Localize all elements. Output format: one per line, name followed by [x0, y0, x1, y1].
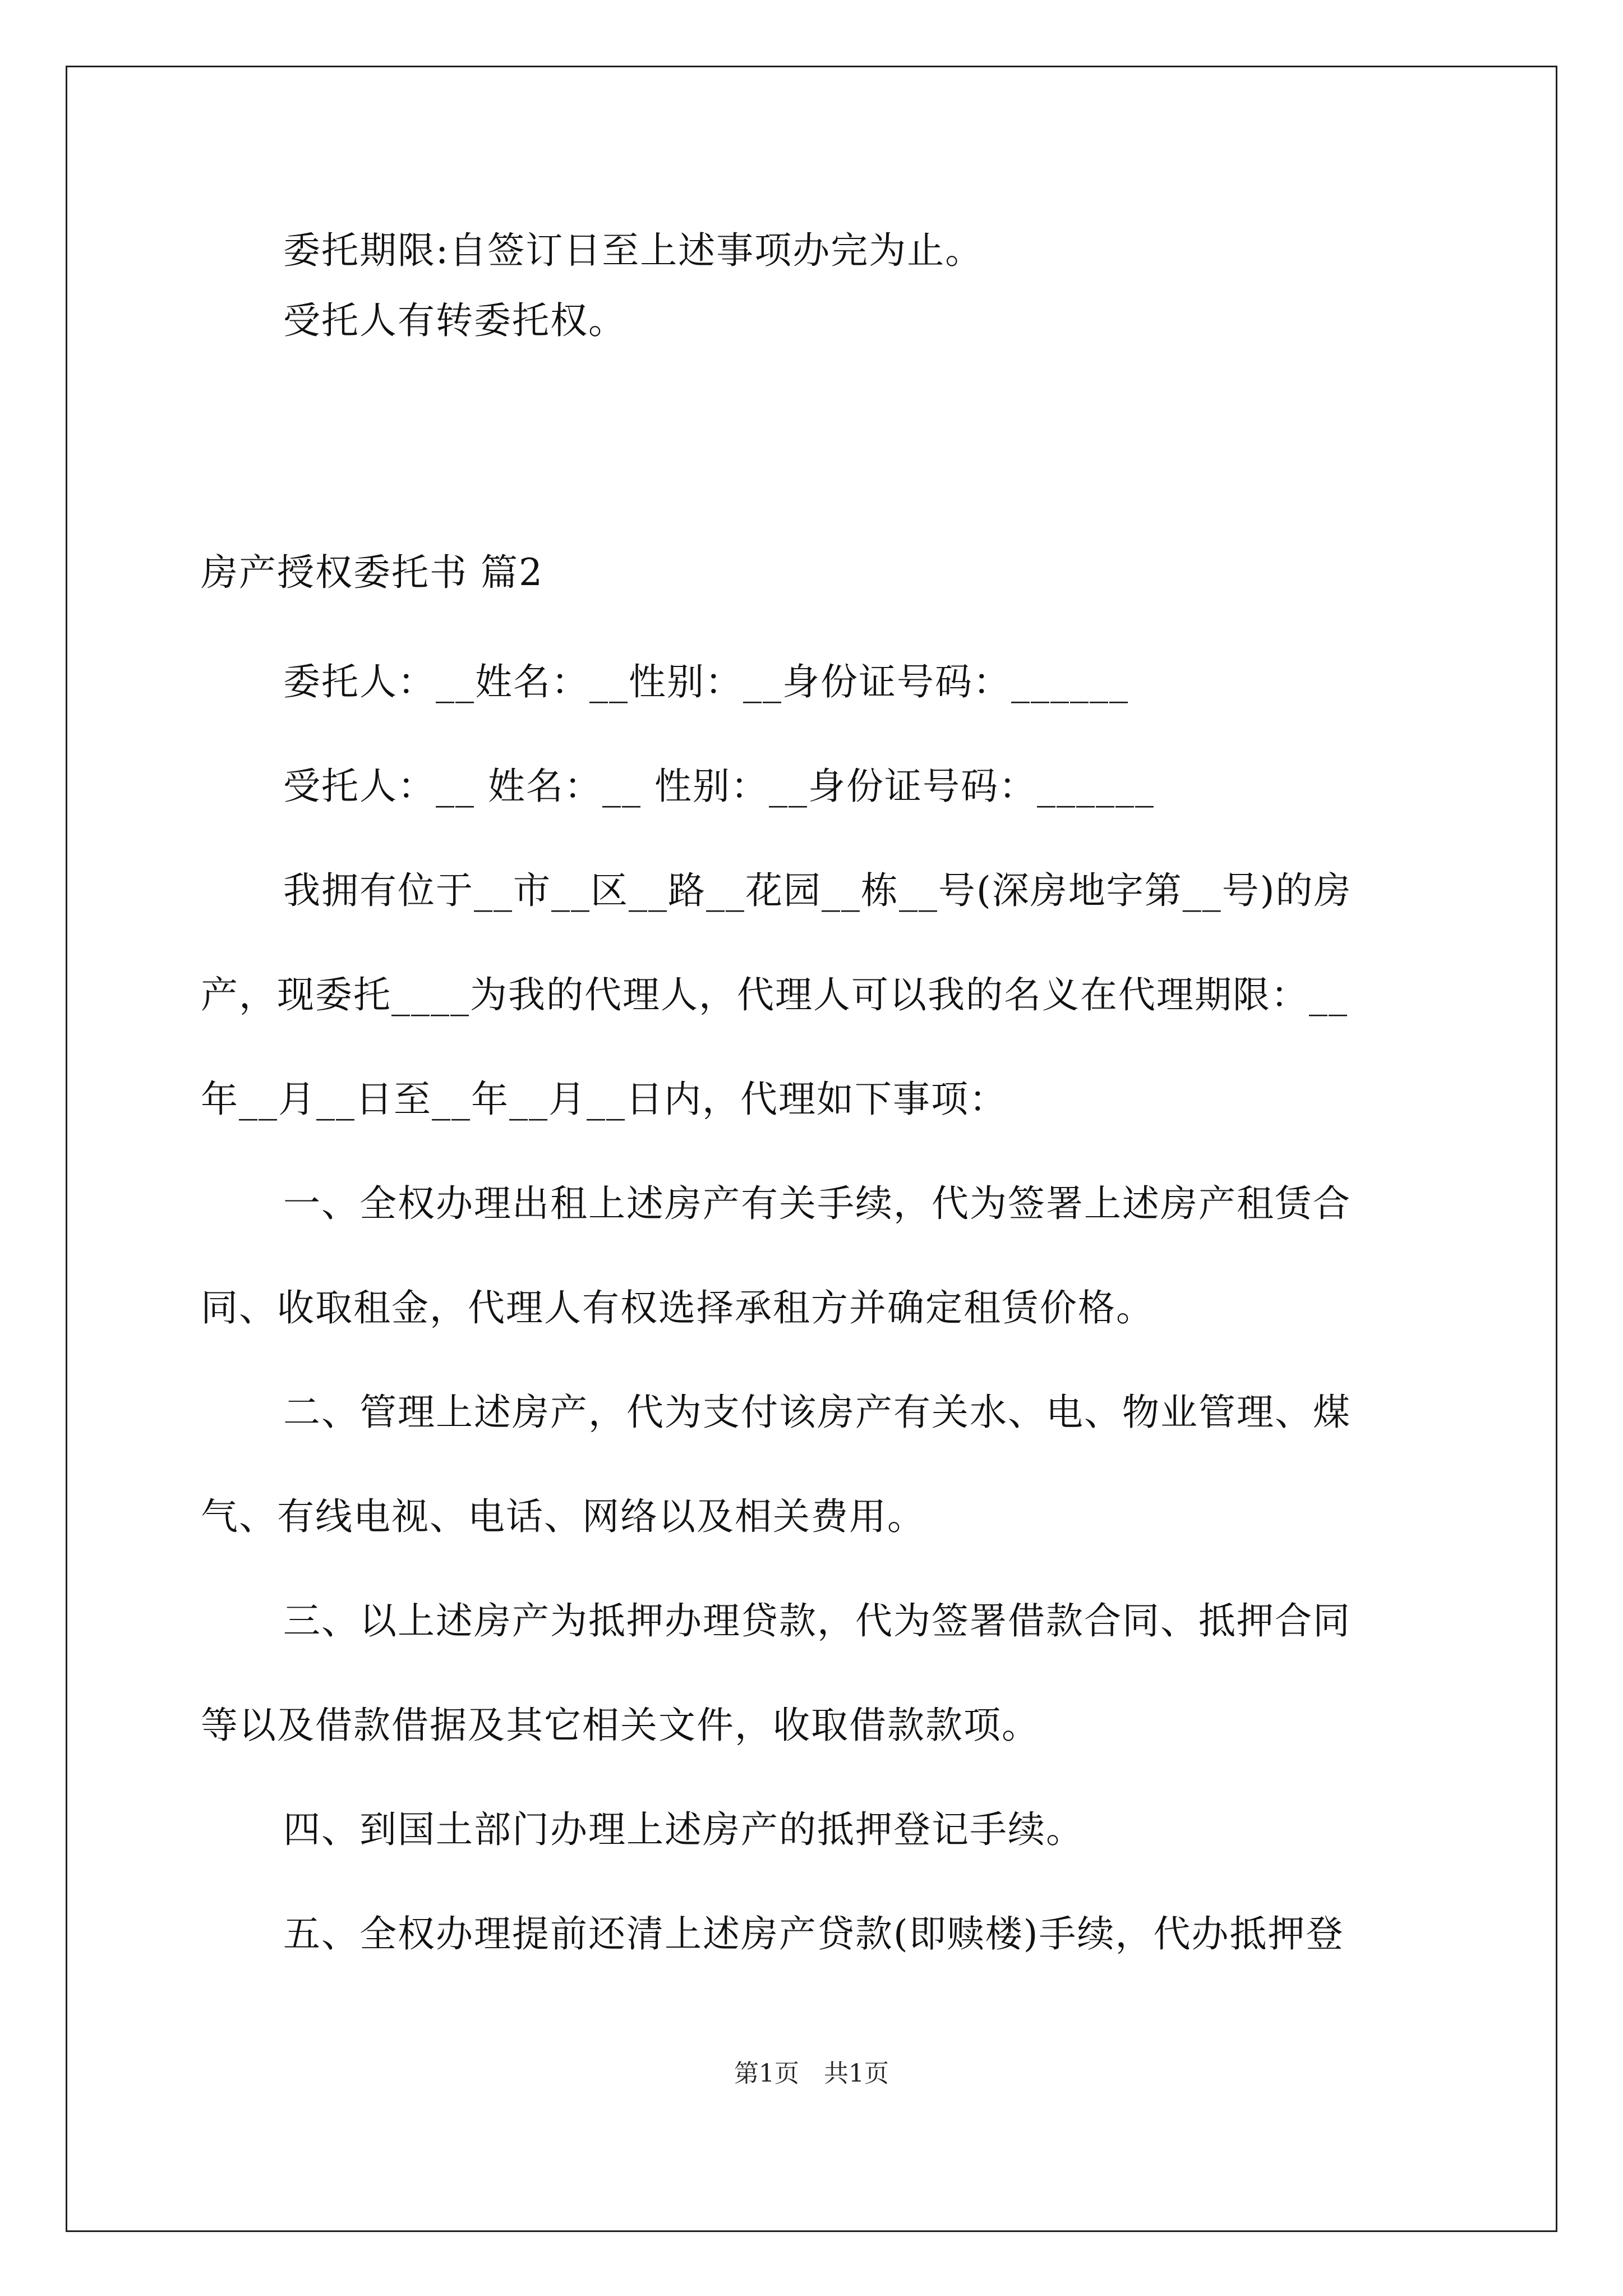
- sub-delegation-line: 受托人有转委托权。: [283, 299, 626, 342]
- paragraph-line: 产，现委托____为我的代理人，代理人可以我的名义在代理期限：__: [201, 973, 1348, 1016]
- principal-line: 委托人：__姓名：__性别：__身份证号码：______: [283, 660, 1129, 703]
- page-border: [66, 66, 1557, 2232]
- item-two-line: 二、管理上述房产，代为支付该房产有关水、电、物业管理、煤: [283, 1391, 1351, 1434]
- term-line: 委托期限:自签订日至上述事项办完为止。: [283, 229, 984, 272]
- paragraph-line: 我拥有位于__市__区__路__花园__栋__号(深房地字第__号)的房: [283, 869, 1352, 912]
- paragraph-line: 年__月__日至__年__月__日内，代理如下事项：: [201, 1078, 1007, 1121]
- item-one-line: 同、收取租金，代理人有权选择承租方并确定租赁价格。: [201, 1286, 1154, 1329]
- item-two-line: 气、有线电视、电话、网络以及相关费用。: [201, 1495, 925, 1538]
- agent-line: 受托人：__ 姓名：__ 性别：__身份证号码：______: [283, 765, 1155, 808]
- item-four-line: 四、到国土部门办理上述房产的抵押登记手续。: [283, 1808, 1084, 1851]
- item-three-line: 等以及借款借据及其它相关文件，收取借款款项。: [201, 1704, 1040, 1747]
- item-five-line: 五、全权办理提前还清上述房产贷款(即赎楼)手续，代办抵押登: [283, 1912, 1344, 1955]
- item-three-line: 三、以上述房产为抵押办理贷款，代为签署借款合同、抵押合同: [283, 1599, 1351, 1642]
- page-footer: 第1页 共1页: [734, 2059, 889, 2088]
- item-one-line: 一、全权办理出租上述房产有关手续，代为签署上述房产租赁合: [283, 1182, 1351, 1225]
- section-heading: 房产授权委托书 篇2: [201, 551, 543, 594]
